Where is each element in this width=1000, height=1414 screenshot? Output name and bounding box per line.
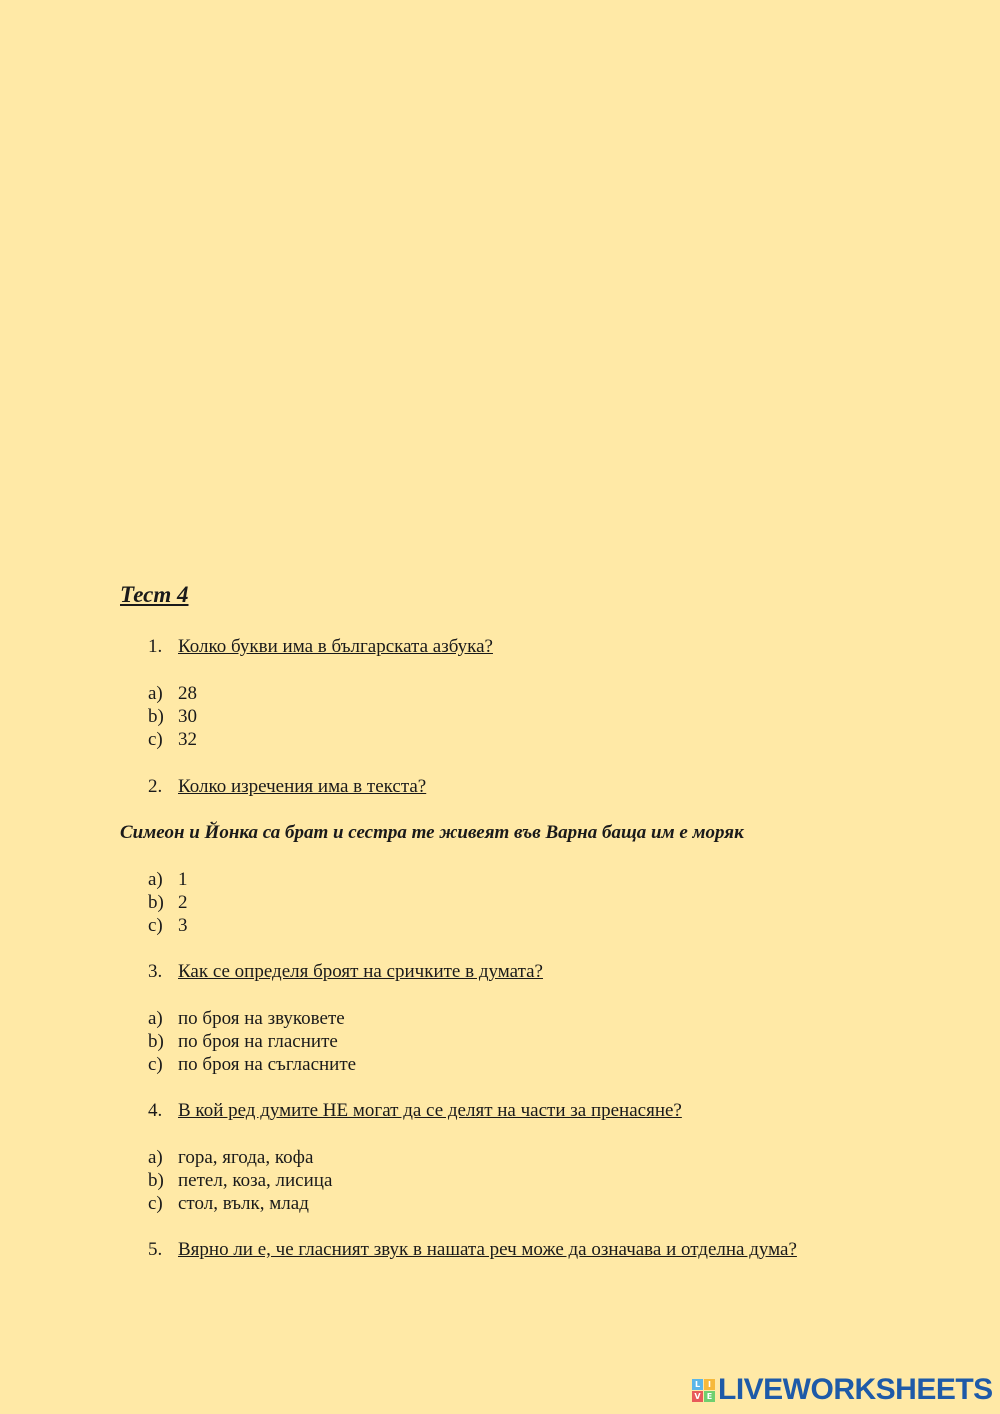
- option-letter: b): [148, 1031, 164, 1052]
- answer-option-2b[interactable]: [148, 892, 188, 914]
- option-text: 32: [178, 729, 197, 750]
- option-text: по броя на звуковете: [178, 1008, 345, 1029]
- answer-option-2c[interactable]: [148, 915, 188, 937]
- question-2: [148, 776, 426, 798]
- option-text: 2: [178, 892, 188, 913]
- option-text: 1: [178, 869, 188, 890]
- answer-option-1c[interactable]: [148, 729, 197, 751]
- question-number: 4.: [148, 1100, 163, 1121]
- test-title: Тест 4: [120, 582, 189, 607]
- question-text: Колко изречения има в текста?: [178, 776, 427, 797]
- question-number: 5.: [148, 1239, 163, 1260]
- option-letter: b): [148, 1170, 164, 1191]
- option-letter: a): [148, 683, 163, 704]
- question-number: 1.: [148, 636, 163, 657]
- option-letter: c): [148, 729, 163, 750]
- answer-option-3c[interactable]: [148, 1054, 356, 1076]
- question-text: В кой ред думите НЕ могат да се делят на части за пренасяне?: [178, 1100, 682, 1121]
- question-text: Колко букви има в българската азбука?: [178, 636, 493, 657]
- answer-option-4c[interactable]: [148, 1193, 309, 1215]
- question-4: [148, 1100, 682, 1122]
- liveworksheets-logo-icon: L I V E: [692, 1379, 715, 1402]
- question-text: Вярно ли е, че гласният звук в нашата реч може да означава и отделна дума?: [178, 1239, 797, 1260]
- option-text: стол, вълк, млад: [178, 1193, 309, 1214]
- question-1: [148, 636, 493, 658]
- option-text: по броя на съгласните: [178, 1054, 357, 1075]
- option-text: 30: [178, 706, 197, 727]
- question-3: [148, 961, 543, 983]
- option-letter: b): [148, 706, 164, 727]
- answer-option-1a[interactable]: [148, 683, 197, 705]
- option-letter: a): [148, 1147, 163, 1168]
- option-text: петел, коза, лисица: [178, 1170, 333, 1191]
- answer-option-2a[interactable]: [148, 869, 188, 891]
- logo-text: LIVEWORKSHEETS: [718, 1373, 993, 1406]
- question-text: Как се определя броят на сричките в думата?: [178, 961, 543, 982]
- option-letter: b): [148, 892, 164, 913]
- answer-option-1b[interactable]: [148, 706, 197, 728]
- passage-text: Симеон и Йонка са брат и сестра те живеят във Варна баща им е моряк: [120, 822, 744, 843]
- option-letter: a): [148, 869, 163, 890]
- answer-option-3a[interactable]: [148, 1008, 345, 1030]
- answer-option-3b[interactable]: [148, 1031, 338, 1053]
- answer-option-4a[interactable]: [148, 1147, 313, 1169]
- liveworksheets-logo[interactable]: [692, 1374, 993, 1406]
- question-5: [148, 1239, 797, 1261]
- option-letter: a): [148, 1008, 163, 1029]
- option-letter: c): [148, 1054, 163, 1075]
- answer-option-4b[interactable]: [148, 1170, 332, 1192]
- question-number: 2.: [148, 776, 163, 797]
- option-text: по броя на гласните: [178, 1031, 338, 1052]
- question-number: 3.: [148, 961, 163, 982]
- option-text: 3: [178, 915, 188, 936]
- option-text: гора, ягода, кофа: [178, 1147, 314, 1168]
- option-letter: c): [148, 1193, 163, 1214]
- option-text: 28: [178, 683, 197, 704]
- option-letter: c): [148, 915, 163, 936]
